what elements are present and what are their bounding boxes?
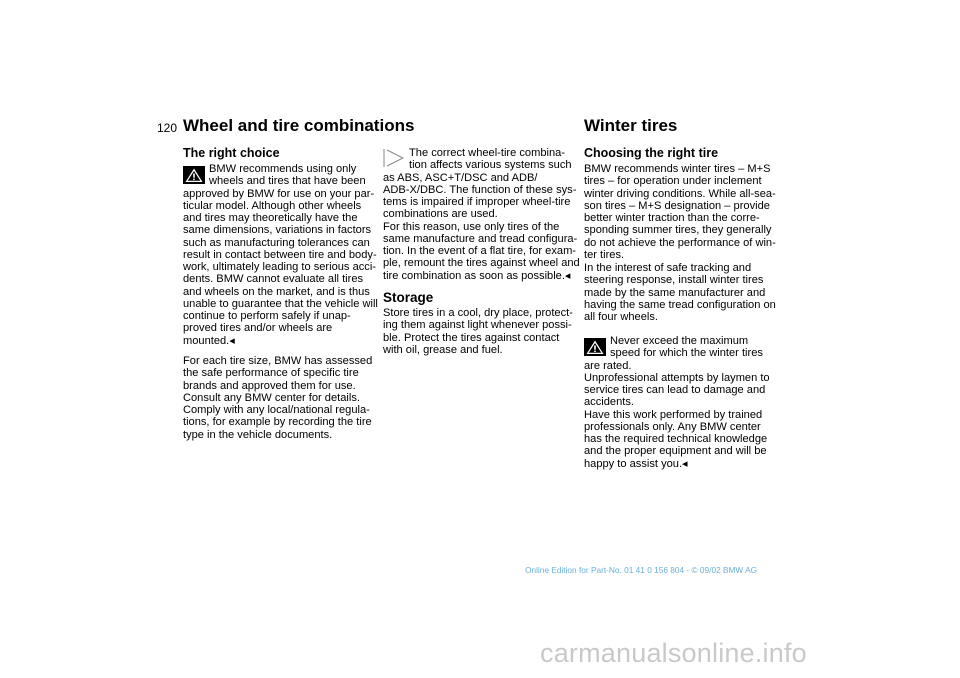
note-arrow-icon bbox=[383, 148, 405, 168]
note-text-body: as ABS, ASC+T/DSC and ADB/ ADB-X/DBC. The function of these sys- tems is impaired if improper wheel-tire combinations are used. For this reason, use only tires of the same manufacture and tread configura- tion. In the event of a flat tire, for exam- ple, remount the tires against wheel and tire combination as soon as possible.◂ bbox=[383, 171, 580, 282]
warning-icon bbox=[584, 338, 606, 356]
paragraph-safe-tracking: In the interest of safe tracking and steering response, install winter tires made by the same manufacturer and having the same tread configuration on all four wheels. bbox=[584, 262, 776, 323]
note-text-indented: The correct wheel-tire combina- tion affects various systems such bbox=[409, 147, 572, 172]
page-number: 120 bbox=[157, 121, 178, 135]
footer-edition-note: Online Edition for Part-No. 01 41 0 156 804 - © 09/02 BMW AG bbox=[525, 565, 758, 575]
warning-text-body: approved by BMW for use on your par- ticular model. Although other wheels and tires may theoretically have the same dimensions, variations in factors such as manufacturing tolerances can result in contact between tire and body- work, ultimately leading to serious acci- dents. BMW cannot evaluate all tires and wheels on the market, and is thus unable to guarantee that the vehicle will continue to perform safely if unap- proved tires and/or wheels are mounted.◂ bbox=[183, 187, 378, 347]
watermark: carmanualsonline.info bbox=[540, 638, 807, 668]
warning-text-body: are rated. Unprofessional attempts by laymen to service tires can lead to damage and accidents. Have this work performed by trained professionals only. Any BMW center has the required technical knowledge and the proper equipment and will be happy to assist you.◂ bbox=[584, 359, 770, 470]
warning-text-indented: Never exceed the maximum speed for which the winter tires bbox=[610, 335, 763, 360]
section-heading-storage: Storage bbox=[383, 290, 434, 305]
section-heading-right-choice: The right choice bbox=[183, 146, 280, 160]
warning-text-indented: BMW recommends using only wheels and tires that have been bbox=[209, 163, 366, 188]
paragraph-tire-approval: For each tire size, BMW has assessed the safe performance of specific tire brands and approved them for use. Consult any BMW center for details. Comply with any local/national regula- tions, for example by recording the tire type in the vehicle documents. bbox=[183, 355, 373, 441]
section-heading-choosing-tire: Choosing the right tire bbox=[584, 146, 719, 160]
paragraph-winter-tires: BMW recommends winter tires – M+S tires – for operation under inclement winter driving conditions. While all-sea- son tires – M+S designation – provide better winter traction than the corre- sponding summer tires, they generally do not achieve the performance of win- ter tires. bbox=[584, 163, 776, 261]
left-page-title: Wheel and tire combinations bbox=[183, 116, 415, 135]
warning-icon bbox=[183, 166, 205, 184]
paragraph-storage: Store tires in a cool, dry place, protect- ing them against light whenever possi- ble. Protect the tires against contact with oil, grease and fuel. bbox=[383, 307, 573, 356]
right-page-title: Winter tires bbox=[584, 116, 678, 135]
